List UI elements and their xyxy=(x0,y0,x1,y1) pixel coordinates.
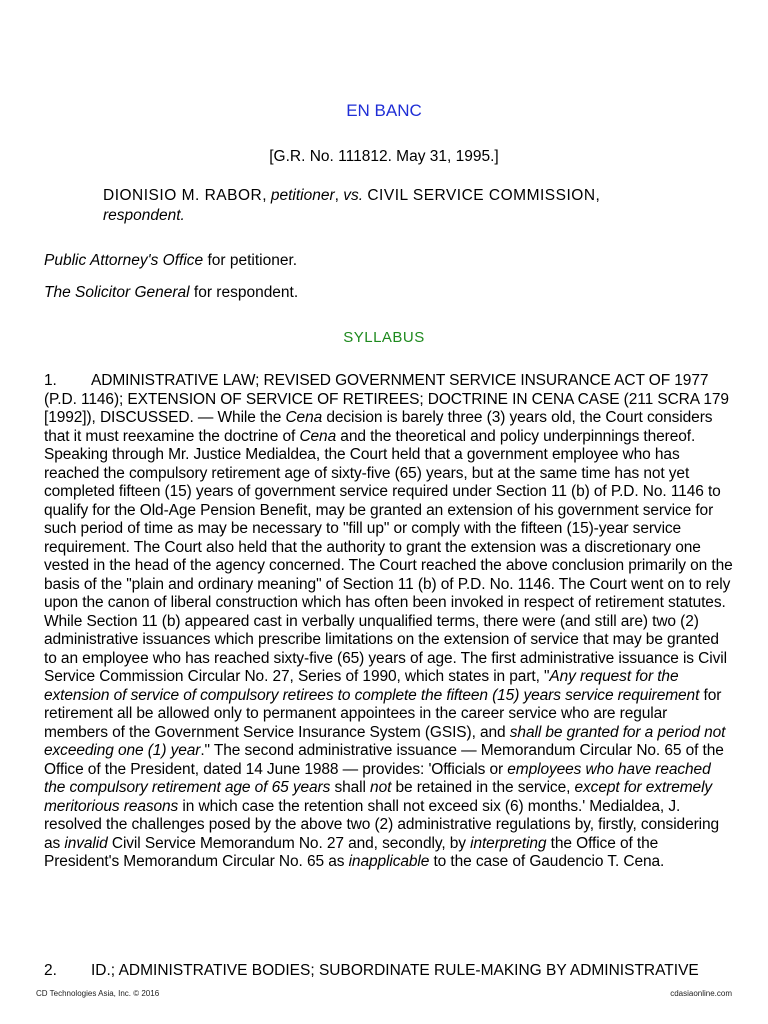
respondent-counsel: The Solicitor General xyxy=(44,284,190,301)
item-number: 1. xyxy=(44,372,57,389)
italic-text-segment: not xyxy=(370,779,392,796)
case-reference: [G.R. No. 111812. May 31, 1995.] xyxy=(269,148,499,165)
text-segment: for retirement all be allowed only to permanent appointees in the career service who are regular members of the Government Service Insurance System (GSIS), and xyxy=(44,686,722,741)
text-segment: decision is barely three (3) years old, the Court considers that it must reexamine the doctrine of xyxy=(44,409,713,445)
versus-label: vs. xyxy=(343,187,364,204)
court-division-heading: EN BANC xyxy=(346,101,422,120)
italic-text-segment: Cena xyxy=(299,427,337,445)
text-segment: Civil Service Memorandum No. 27 and, secondly, by xyxy=(107,834,471,852)
syllabus-item-1 xyxy=(44,372,734,872)
italic-text-segment: Cena xyxy=(285,409,323,426)
italic-text-segment: employees who have reached the compulsory retirement age of 65 years xyxy=(44,760,711,796)
italic-text-segment: interpreting xyxy=(470,834,547,852)
text-segment: and the theoretical and policy underpinnings thereof. Speaking through Mr. Justice Medialdea, the Court held that a government employee who has reached the compulsory retirement age of sixty-five (65) years, but at the same time has not yet completed fifteen (15) years of government service required under Section 11 (b) of P.D. No. 1146 to qualify for the Old-Age Pension Benefit, may be granted an extension of his government service for such period of time as may be necessary to "fill up" or comply with the fifteen (15)-year service requirement. The Court also held that the authority to grant the extension was a discretionary one vested in the head of the agency concerned. The Court reached the above conclusion primarily on the basis of the "plain and ordinary meaning" of Section 11 (b) of P.D. No. 1146. The Court went on to rely upon the canon of liberal construction which has often been invoked in respect of retirement statutes. While Section 11 (b) appeared cast in verbally unqualified terms, there were (and still are) two (2) administrative issuances which prescribe limitations on the extension of service that may be granted to an employee who has reached sixty-five (65) years of age. The first administrative issuance is Civil Service Commission Circular No. 27, Series of 1990, which states in part, " xyxy=(44,427,733,685)
footer-copyright: CD Technologies Asia, Inc. © 2016 xyxy=(36,989,160,998)
respondent-name: CIVIL SERVICE COMMISSION xyxy=(367,187,596,204)
italic-text-segment: inapplicable xyxy=(348,853,430,870)
text-segment: shall xyxy=(330,779,371,796)
petitioner-counsel: Public Attorney's Office xyxy=(44,252,204,269)
text-segment: be retained in the service, xyxy=(391,779,575,796)
petitioner-counsel-suffix: for petitioner. xyxy=(203,252,298,269)
item-number: 2. xyxy=(44,962,57,979)
italic-text-segment: invalid xyxy=(64,834,108,852)
italic-text-segment: shall be granted for a period not exceeding one (1) year xyxy=(44,723,726,759)
italic-text-segment: except for extremely meritorious reasons xyxy=(44,779,713,815)
respondent-counsel-line xyxy=(44,284,298,302)
respondent-counsel-suffix: for respondent. xyxy=(189,284,299,301)
syllabus-item-text xyxy=(44,372,733,870)
footer-site: cdasiaonline.com xyxy=(670,989,732,998)
petitioner-role: petitioner xyxy=(270,187,335,204)
petitioner-name: DIONISIO M. RABOR xyxy=(103,187,263,204)
syllabus-item-text: ID.; ADMINISTRATIVE BODIES; SUBORDINATE RULE-MAKING BY ADMINISTRATIVE xyxy=(91,962,699,979)
text-segment: in which case the retention shall not exceed six (6) months.' Medialdea, J. resolved the challenges posed by the above two (2) administrative regulations by, firstly, considering as xyxy=(44,797,720,852)
petitioner-counsel-line xyxy=(44,252,297,270)
italic-text-segment: Any request for the extension of service of compulsory retirees to complete the fifteen (15) years service requirement xyxy=(44,668,700,704)
text-segment: to the case of Gaudencio T. Cena. xyxy=(429,853,665,870)
case-parties: DIONISIO M. RABOR, petitioner, vs. CIVIL SERVICE COMMISSION, respondent. xyxy=(103,187,600,224)
text-segment: ." The second administrative issuance — Memorandum Circular No. 65 of the Office of the President, dated 14 June 1988 — provides: 'Officials or xyxy=(44,742,724,778)
respondent-role: respondent. xyxy=(103,207,185,224)
syllabus-item-2 xyxy=(44,962,734,980)
text-segment: the Office of the President's Memorandum Circular No. 65 as xyxy=(44,834,659,870)
syllabus-heading: SYLLABUS xyxy=(343,329,425,346)
text-segment: ADMINISTRATIVE LAW; REVISED GOVERNMENT SERVICE INSURANCE ACT OF 1977 (P.D. 1146); EXTENSION OF SERVICE OF RETIREES; DOCTRINE IN CENA CASE (211 SCRA 179 [1992]), DISCUSSED. — While the xyxy=(44,372,729,426)
